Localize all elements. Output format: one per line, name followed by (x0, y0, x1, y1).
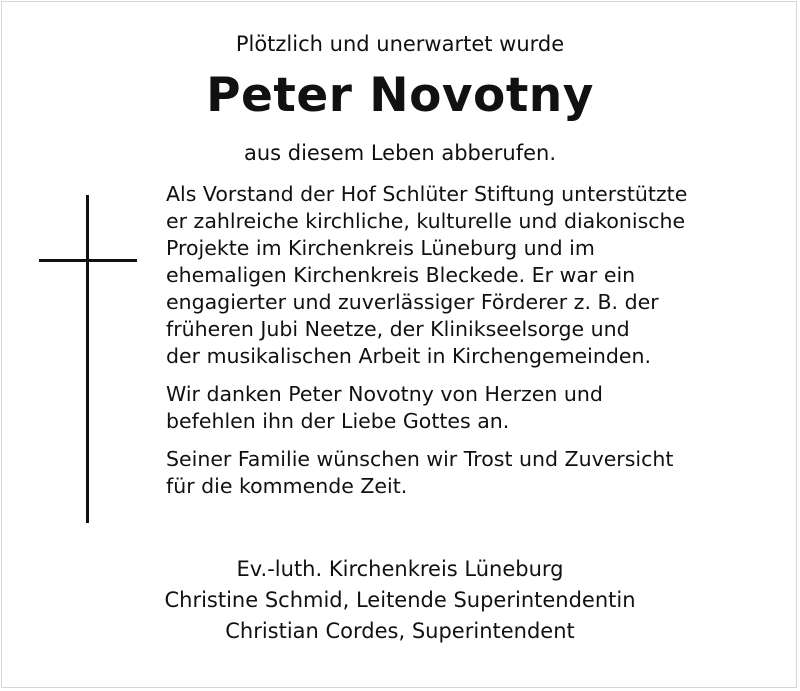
cross-vertical-bar (86, 195, 89, 523)
tribute-paragraph-3: Seiner Familie wünschen wir Trost und Zuversicht für die kommende Zeit. (166, 447, 674, 498)
intro-line: Plötzlich und unerwartet wurde (235, 32, 565, 56)
tribute-paragraph-1: Als Vorstand der Hof Schlüter Stiftung unterstützte er zahlreiche kirchliche, kulturelle und diakonische Projekte im Kirchenkreis Lüneburg und im ehemaligen Kirchenkreis Bleckede. Er war ein engagierter und zuverlässiger Förderer z. B. der früheren Jubi Neetze, der Klinikseelsorge und der musikalischen Arbeit in Kirchengemeinden. (166, 182, 688, 368)
tribute-paragraph-2: Wir danken Peter Novotny von Herzen und befehlen ihn der Liebe Gottes an. (166, 382, 603, 433)
signature-person-2: Christian Cordes, Superintendent (225, 619, 575, 643)
outro-line: aus diesem Leben abberufen. (243, 141, 557, 165)
tribute-text (166, 181, 786, 500)
cross-horizontal-bar (39, 259, 137, 262)
signature-block (0, 554, 800, 647)
signature-organization: Ev.-luth. Kirchenkreis Lüneburg (236, 557, 564, 581)
signature-person-1: Christine Schmid, Leitende Superintendentin (164, 588, 636, 612)
deceased-name: Peter Novotny (206, 68, 594, 123)
